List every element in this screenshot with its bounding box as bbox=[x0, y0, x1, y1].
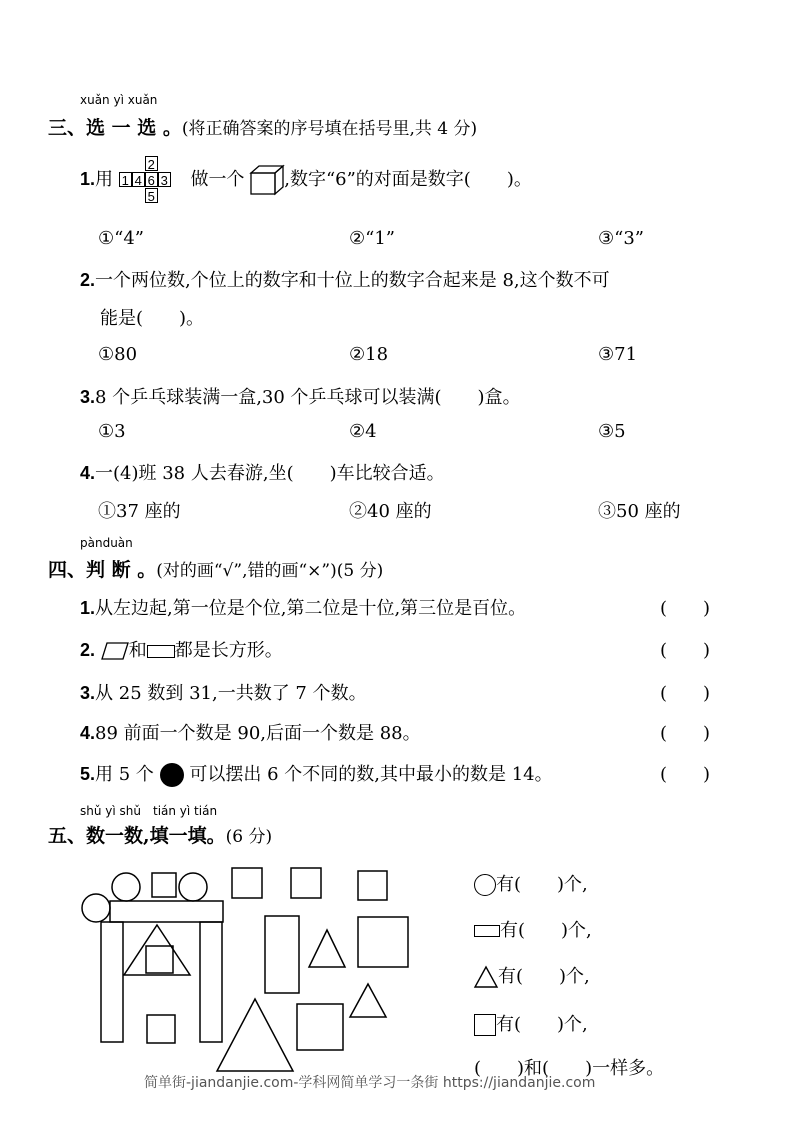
figure-circle bbox=[112, 873, 140, 901]
count-line-square bbox=[474, 1010, 588, 1036]
figure-triangle bbox=[350, 984, 386, 1017]
net-cell: 2 bbox=[145, 156, 158, 171]
q3-text: 8 个乒乓球装满一盒,30 个乒乓球可以装满( )盒。 bbox=[95, 387, 521, 408]
judge-answer-5[interactable]: ( ) bbox=[660, 764, 711, 785]
net-cell: 5 bbox=[145, 188, 158, 203]
figure-square bbox=[152, 873, 176, 897]
q4-option-1[interactable]: ①37 座的 bbox=[98, 501, 181, 522]
count-text-triangle[interactable]: 有( )个, bbox=[498, 966, 590, 987]
triangle-icon bbox=[474, 966, 498, 988]
q1-option-3[interactable]: ③“3” bbox=[598, 228, 644, 249]
figure-triangle bbox=[124, 925, 190, 975]
figure-triangle bbox=[217, 999, 293, 1071]
net-cell: 4 bbox=[132, 172, 145, 187]
figure-circle bbox=[82, 894, 110, 922]
figure-triangle bbox=[309, 930, 345, 967]
judge-text-5-post: 可以摆出 6 个不同的数,其中最小的数是 14。 bbox=[189, 764, 553, 785]
q1-option-2[interactable]: ②“1” bbox=[349, 228, 395, 249]
judge-number-1: 1. bbox=[80, 598, 96, 618]
q4-option-3[interactable]: ③50 座的 bbox=[598, 501, 681, 522]
figure-square bbox=[358, 871, 387, 900]
figure-square bbox=[147, 1015, 175, 1043]
figure-square bbox=[297, 1004, 343, 1050]
judge-number-3: 3. bbox=[80, 683, 96, 703]
figure-rectangle bbox=[101, 922, 123, 1042]
sec4-title-text: 四、判 断 。 bbox=[48, 559, 157, 581]
judge-number-2: 2. bbox=[80, 640, 96, 660]
count-line-rectangle bbox=[474, 916, 592, 942]
judge-text-1: 从左边起,第一位是个位,第二位是十位,第三位是百位。 bbox=[95, 598, 527, 619]
q1-option-1[interactable]: ①“4” bbox=[98, 228, 144, 249]
q4-number: 4. bbox=[80, 463, 96, 483]
figure-square bbox=[232, 868, 262, 898]
sec5-note: (6 分) bbox=[225, 827, 273, 847]
q2-line-2: 能是( )。 bbox=[100, 308, 205, 329]
count-text-rectangle[interactable]: 有( )个, bbox=[500, 920, 592, 941]
figure-rectangle bbox=[110, 901, 223, 922]
figure-square bbox=[146, 946, 173, 973]
sec5-pinyin: shǔ yì shǔ tián yì tián bbox=[80, 804, 218, 818]
q2-number: 2. bbox=[80, 270, 96, 290]
q1-mid: 做一个 bbox=[190, 169, 245, 190]
judge-number-5: 5. bbox=[80, 764, 96, 784]
q2-option-3[interactable]: ③71 bbox=[598, 344, 638, 365]
q1-post: ,数字“6”的对面是数字( )。 bbox=[284, 169, 532, 190]
count-text-circle[interactable]: 有( )个, bbox=[496, 874, 588, 895]
q3-number: 3. bbox=[80, 387, 96, 407]
q3-option-1[interactable]: ①3 bbox=[98, 421, 126, 442]
sec5-title-text: 五、数一数,填一填。 bbox=[48, 825, 226, 847]
count-text-square[interactable]: 有( )个, bbox=[496, 1014, 588, 1035]
sec4-note: (对的画“√”,错的画“×”)(5 分) bbox=[156, 561, 384, 581]
sec3-pinyin: xuǎn yì xuǎn bbox=[80, 93, 158, 107]
judge-text-4: 89 前面一个数是 90,后面一个数是 88。 bbox=[95, 723, 421, 744]
q2-option-2[interactable]: ②18 bbox=[349, 344, 389, 365]
q2-text-1: 一个两位数,个位上的数字和十位上的数字合起来是 8,这个数不可 bbox=[95, 270, 610, 291]
judge-answer-3[interactable]: ( ) bbox=[660, 683, 711, 704]
q4-text: 一(4)班 38 人去春游,坐( )车比较合适。 bbox=[95, 463, 445, 484]
figure-square bbox=[291, 868, 321, 898]
net-cell: 6 bbox=[145, 172, 158, 187]
figure-circle bbox=[179, 873, 207, 901]
footer-watermark: 简单街-jiandanjie.com-学科网简单学习一条街 https://jiandanjie.com bbox=[144, 1075, 596, 1091]
q2-option-1[interactable]: ①80 bbox=[98, 344, 138, 365]
circle-icon bbox=[474, 874, 496, 896]
figure-square bbox=[358, 917, 408, 967]
judge-text-5-pre: 用 5 个 bbox=[95, 764, 154, 785]
count-line-triangle bbox=[474, 962, 590, 988]
judge-text-2-rest: 都是长方形。 bbox=[174, 640, 283, 661]
net-cell: 1 bbox=[119, 172, 132, 187]
count-compare-line[interactable]: ( )和( )一样多。 bbox=[474, 1058, 665, 1079]
square-icon bbox=[474, 1014, 496, 1036]
judge-text-3: 从 25 数到 31,一共数了 7 个数。 bbox=[95, 683, 367, 704]
rectangle-icon bbox=[474, 925, 500, 937]
net-cell: 3 bbox=[158, 172, 171, 187]
sec3-note: (将正确答案的序号填在括号里,共 4 分) bbox=[181, 119, 478, 139]
count-line-circle bbox=[474, 870, 588, 896]
figure-rectangle bbox=[265, 916, 299, 993]
judge-answer-1[interactable]: ( ) bbox=[660, 598, 711, 619]
q1-pre: 用 bbox=[95, 169, 114, 190]
judge-number-4: 4. bbox=[80, 723, 96, 743]
q3-option-2[interactable]: ②4 bbox=[349, 421, 377, 442]
q4-option-2[interactable]: ②40 座的 bbox=[349, 501, 432, 522]
q1-number: 1. bbox=[80, 169, 96, 189]
judge-answer-4[interactable]: ( ) bbox=[660, 723, 711, 744]
judge-text-2-and: 和 bbox=[128, 640, 147, 661]
sec4-pinyin: pànduàn bbox=[80, 536, 133, 550]
figure-rectangle bbox=[200, 922, 222, 1042]
judge-answer-2[interactable]: ( ) bbox=[660, 640, 711, 661]
sec3-title-text: 三、选 一 选 。 bbox=[48, 117, 182, 139]
q3-option-3[interactable]: ③5 bbox=[598, 421, 626, 442]
